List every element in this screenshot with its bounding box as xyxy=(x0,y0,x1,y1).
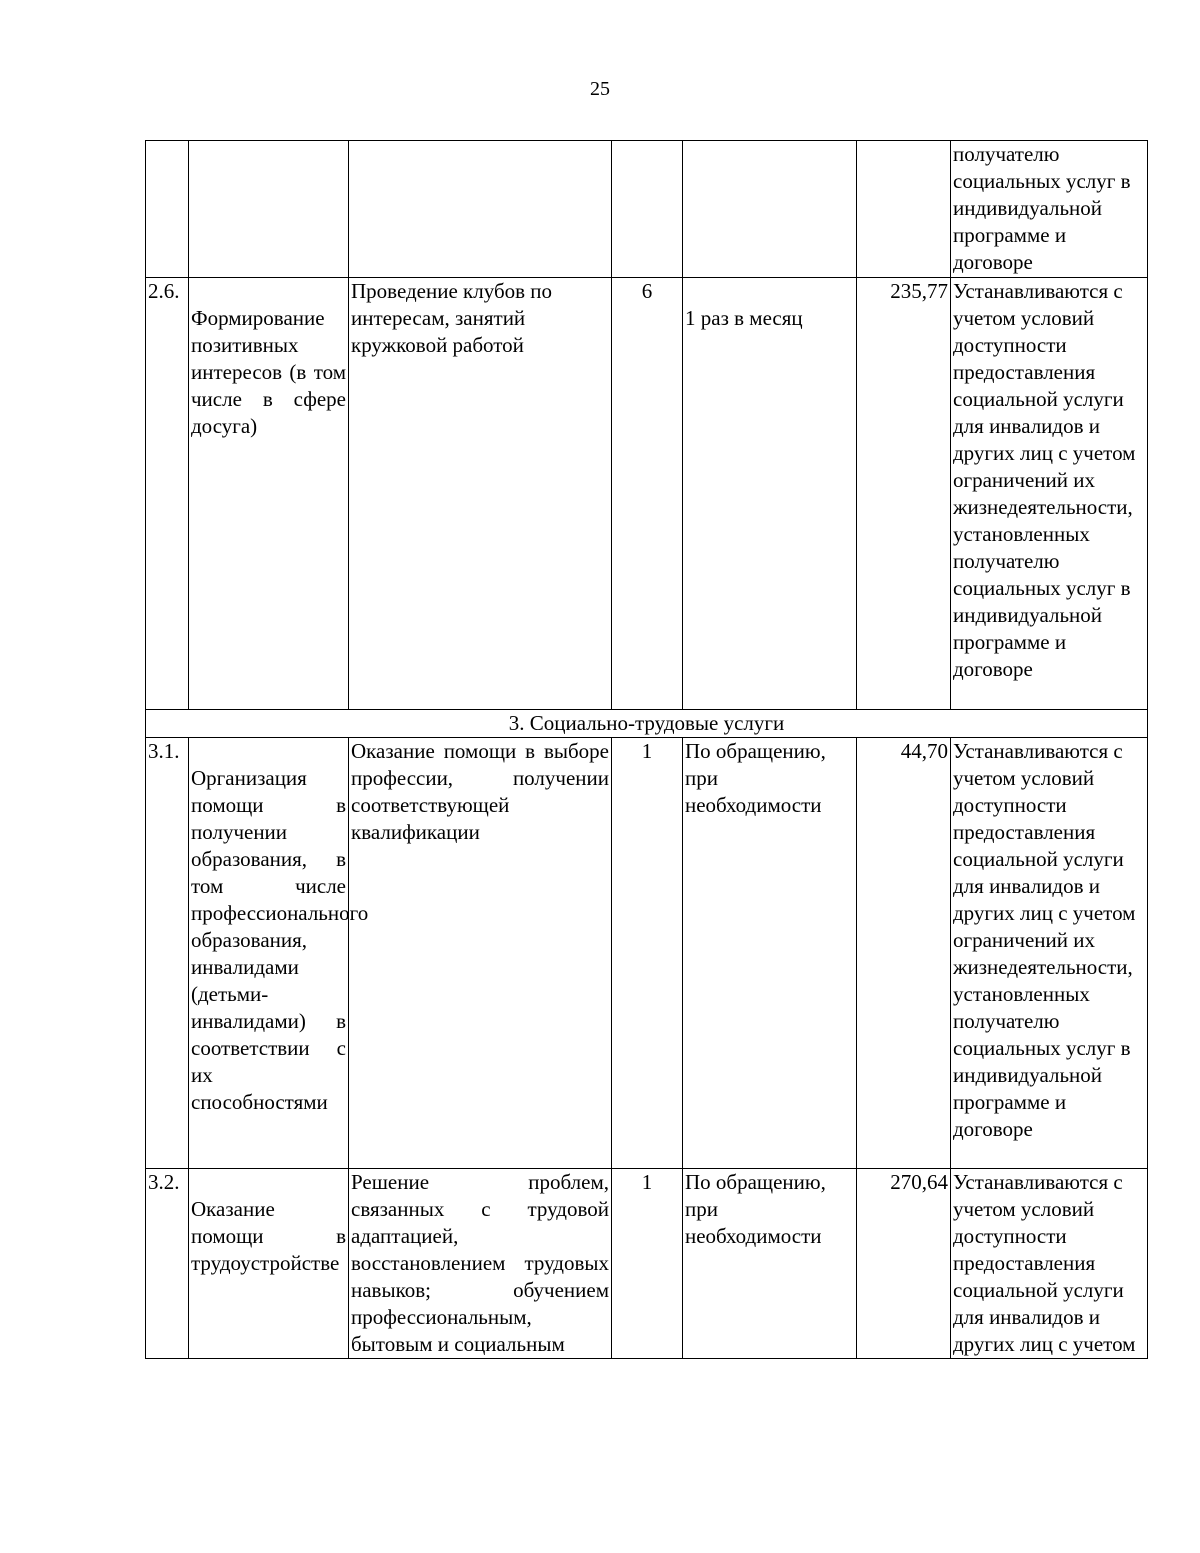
section-heading: 3. Социально-трудовые услуги xyxy=(146,710,1148,738)
cell-description: Оказание помощи в выборе профессии, получении соответствующей квалификации xyxy=(349,738,612,1169)
cell-number xyxy=(146,141,189,278)
table-row-continuation xyxy=(146,141,1148,278)
cell-number: 3.2. xyxy=(146,1169,189,1359)
services-table xyxy=(145,140,1148,1359)
service-text: Формирование позитивных интересов (в том числе в сфере досуга) xyxy=(191,306,346,438)
cell-conditions: Устанавливаются с учетом условий доступности предоставления социальной услуги для инвалидов и других лиц с учетом ограничений их жизнедеятельности, установленных получателю социальных услуг в индивидуальной программе и договоре xyxy=(951,738,1148,1169)
cell-quantity: 6 xyxy=(612,278,683,710)
cell-description: Проведение клубов по интересам, занятий кружковой работой xyxy=(349,278,612,710)
cell-quantity: 1 xyxy=(612,738,683,1169)
section-row xyxy=(146,710,1148,738)
cell-conditions: Устанавливаются с учетом условий доступности предоставления социальной услуги для инвалидов и других лиц с учетом ограничений их жизнедеятельности, установленных получателю социальных услуг в индивидуальной программе и договоре xyxy=(951,278,1148,710)
cell-conditions: получателю социальных услуг в индивидуальной программе и договоре xyxy=(951,141,1148,278)
page-number: 25 xyxy=(590,78,610,100)
cell-periodicity: По обращению, при необходимости xyxy=(683,738,857,1169)
table-row-2-6 xyxy=(146,278,1148,710)
cell-periodicity: По обращению, при необходимости xyxy=(683,1169,857,1359)
cell-conditions: Устанавливаются с учетом условий доступности предоставления социальной услуги для инвалидов и других лиц с учетом xyxy=(951,1169,1148,1359)
cell-description: Решение проблем, связанных с трудовой адаптацией, восстановлением трудовых навыков; обучением профессиональным, бытовым и социальным xyxy=(349,1169,612,1359)
service-text: Оказание помощи в трудоустройстве xyxy=(191,1197,346,1275)
table-row-3-2 xyxy=(146,1169,1148,1359)
cell-tariff xyxy=(857,141,951,278)
cell-number: 2.6. xyxy=(146,278,189,710)
cell-tariff: 44,70 xyxy=(857,738,951,1169)
cell-periodicity xyxy=(683,141,857,278)
periodicity-text: 1 раз в месяц xyxy=(685,306,803,330)
cell-tariff: 235,77 xyxy=(857,278,951,710)
cell-tariff: 270,64 xyxy=(857,1169,951,1359)
cell-service xyxy=(189,1169,349,1359)
cell-service xyxy=(189,141,349,278)
cell-number: 3.1. xyxy=(146,738,189,1169)
cell-quantity xyxy=(612,141,683,278)
service-text: Организация помощи в получении образования, в том числе профессионального образования, инвалидами (детьми-инвалидами) в соответствии с их способностями xyxy=(191,766,369,1114)
cell-description xyxy=(349,141,612,278)
table-row-3-1 xyxy=(146,738,1148,1169)
cell-periodicity xyxy=(683,278,857,710)
cell-quantity: 1 xyxy=(612,1169,683,1359)
cell-service xyxy=(189,278,349,710)
cell-service xyxy=(189,738,369,1169)
